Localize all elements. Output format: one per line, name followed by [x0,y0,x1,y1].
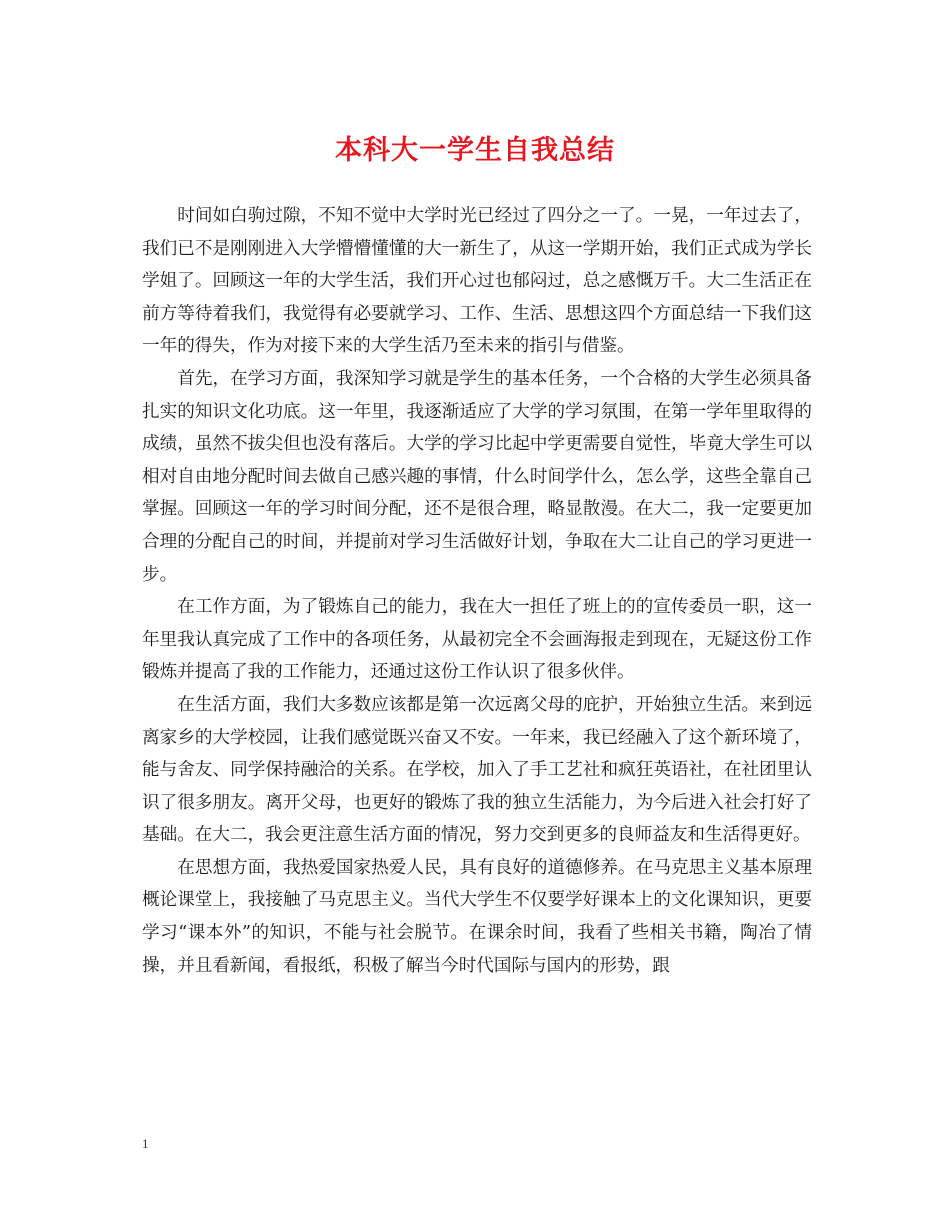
page-number: 1 [142,1136,149,1151]
paragraph-study: 首先，在学习方面，我深知学习就是学生的基本任务，一个合格的大学生必须具备扎实的知识文化功底。这一年里，我逐渐适应了大学的学习氛围，在第一学年里取得的成绩，虽然不拔尖但也没有落后。大学的学习比起中学更需要自觉性，毕竟大学生可以相对自由地分配时间去做自己感兴趣的事情，什么时间学什么，怎么学，这些全靠自己掌握。回顾这一年的学习时间分配，还不是很合理，略显散漫。在大二，我一定要更加合理的分配自己的时间，并提前对学习生活做好计划，争取在大二让自己的学习更进一步。 [142,368,812,585]
paragraph-work: 在工作方面，为了锻炼自己的能力，我在大一担任了班上的的宣传委员一职，这一年里我认真完成了工作中的各项任务，从最初完全不会画海报走到现在，无疑这份工作锻炼并提高了我的工作能力，还通过这份工作认识了很多伙伴。 [142,597,812,683]
paragraph-intro: 时间如白驹过隙，不知不觉中大学时光已经过了四分之一了。一晃，一年过去了，我们已不是刚刚进入大学懵懵懂懂的大一新生了，从这一学期开始，我们正式成为学长学姐了。回顾这一年的大学生活，我们开心过也郁闷过，总之感慨万千。大二生活正在前方等待着我们，我觉得有必要就学习、工作、生活、思想这四个方面总结一下我们这一年的得失，作为对接下来的大学生活乃至未来的指引与借鉴。 [142,206,812,357]
document-title: 本科大一学生自我总结 [335,135,615,166]
paragraph-thought: 在思想方面，我热爱国家热爱人民，具有良好的道德修养。在马克思主义基本原理概论课堂上，我接触了马克思主义。当代大学生不仅要学好课本上的文化课知识，更要学习“课本外”的知识，不能与社会脱节。在课余时间，我看了些相关书籍，陶冶了情操，并且看新闻，看报纸，积极了解当今时代国际与国内的形势，跟 [142,857,812,976]
paragraph-life: 在生活方面，我们大多数应该都是第一次远离父母的庇护，开始独立生活。来到远离家乡的大学校园，让我们感觉既兴奋又不安。一年来，我已经融入了这个新环境了，能与舍友、同学保持融洽的关系。在学校，加入了手工艺社和疯狂英语社，在社团里认识了很多朋友。离开父母，也更好的锻炼了我的独立生活能力，为今后进入社会打好了基础。在大二，我会更注意生活方面的情况，努力交到更多的良师益友和生活得更好。 [142,694,812,846]
document-body [142,200,812,982]
